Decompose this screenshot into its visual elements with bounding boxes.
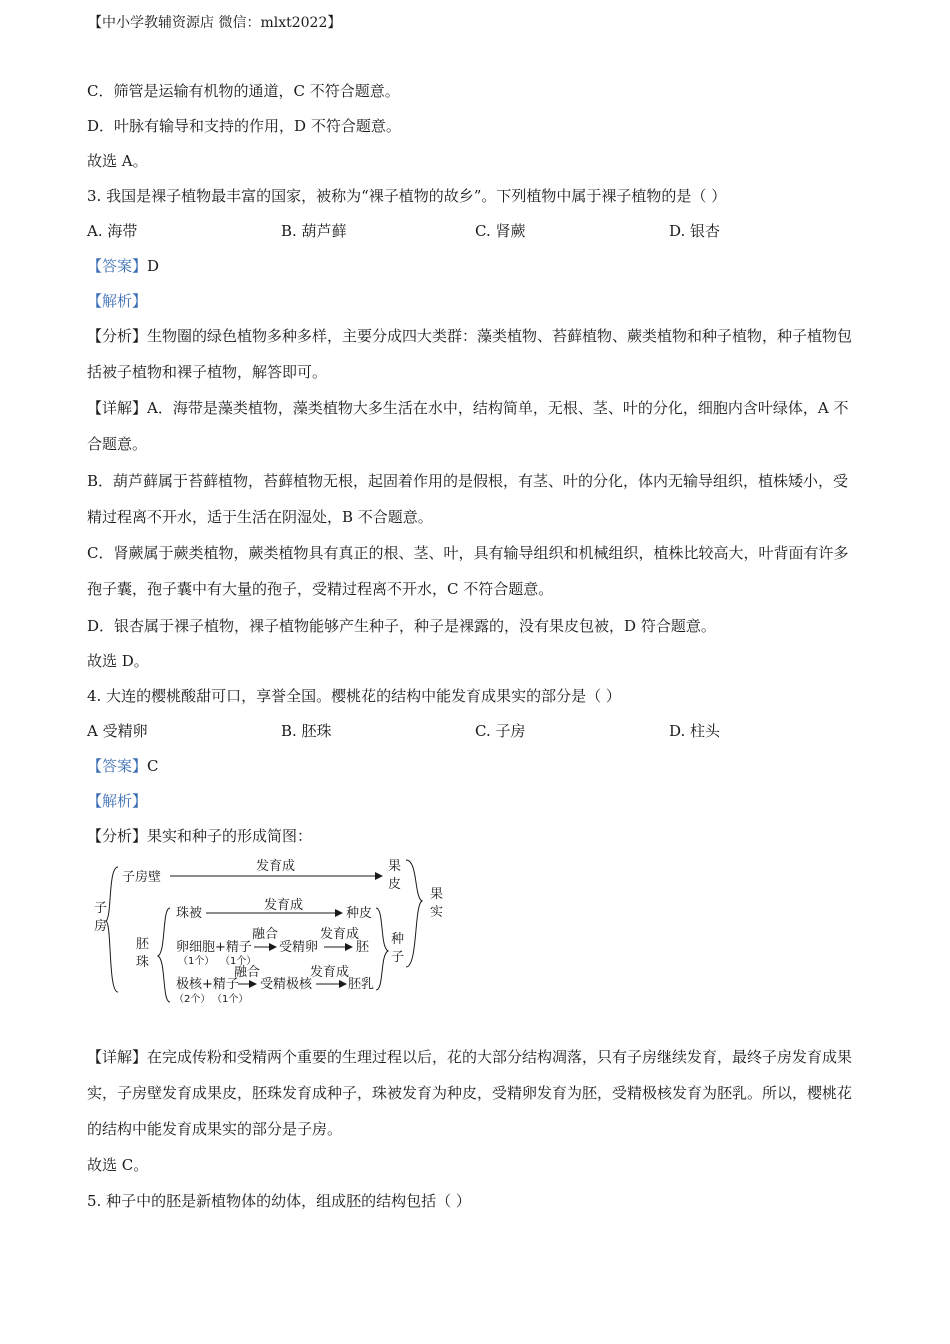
label-fayucheng-1: 发育成 <box>256 859 296 874</box>
label-zhu: 珠 <box>136 955 150 970</box>
label-shoujingjihe: 受精极核 <box>260 977 313 992</box>
answer-tag: 【答案】 <box>87 257 148 275</box>
label-zi-seed: 子 <box>391 950 405 965</box>
q4-analysis-tag: 【解析】 <box>87 792 148 810</box>
label-zhongpi: 种皮 <box>346 906 373 921</box>
q4-stem: 4. 大连的樱桃酸甜可口，享誉全国。樱桃花的结构中能发育成果实的部分是（ ） <box>87 687 621 705</box>
q4-option-b: B. 胚珠 <box>281 722 332 740</box>
label-ronghe-1: 融合 <box>252 927 279 942</box>
q3-stem: 3. 我国是裸子植物最丰富的国家，被称为“裸子植物的故乡”。下列植物中属于裸子植物的是（ ） <box>87 187 727 205</box>
q4-answer <box>87 756 159 776</box>
q4-option-d: D. 柱头 <box>669 722 721 740</box>
label-pi: 皮 <box>388 877 402 892</box>
label-fayucheng-4: 发育成 <box>310 965 350 980</box>
q4-final-answer: 故选 C。 <box>87 1156 149 1174</box>
prev-option-d-explanation: D．叶脉有输导和支持的作用，D 不符合题意。 <box>87 117 401 135</box>
q3-analysis-tag: 【解析】 <box>87 292 148 310</box>
q4-option-c: C. 子房 <box>475 722 526 740</box>
q3-explain-b: B．葫芦藓属于苔藓植物，苔藓植物无根，起固着作用的是假根，有茎、叶的分化，体内无输导组织，植株矮小，受精过程离不开水，适于生活在阴湿处，B 不合题意。 <box>87 472 849 526</box>
q3-option-d: D. 银杏 <box>669 222 721 240</box>
q4-option-a: A 受精卵 <box>87 722 148 740</box>
label-pei-result: 胚 <box>356 940 370 955</box>
label-ronghe-2: 融合 <box>234 965 261 980</box>
label-guo-shi-2: 实 <box>430 905 444 920</box>
q3-explain-c: C．肾蕨属于蕨类植物，蕨类植物具有真正的根、茎、叶，具有输导组织和机械组织，植株比较高大，叶背面有许多孢子囊，孢子囊中有大量的孢子，受精过程离不开水，C 不符合题意。 <box>87 544 849 598</box>
q4-xiangjie: 【详解】在完成传粉和受精两个重要的生理过程以后，花的大部分结构凋落，只有子房继续发育，最终子房发育成果实，子房壁发育成果皮，胚珠发育成种子，珠被发育为种皮，受精卵发育为胚，受精极核发育为胚乳。所以，樱桃花的结构中能发育成果实的部分是子房。 <box>87 1048 853 1138</box>
label-zhubei: 珠被 <box>176 906 203 921</box>
q3-option-b: B. 葫芦藓 <box>281 222 347 240</box>
label-zhong: 种 <box>391 932 405 947</box>
q5-stem: 5. 种子中的胚是新植物体的幼体，组成胚的结构包括（ ） <box>87 1192 471 1210</box>
answer-tag: 【答案】 <box>87 757 148 775</box>
q3-option-c: C. 肾蕨 <box>475 222 526 240</box>
answer-value: D <box>147 257 160 275</box>
label-luanxibao: 卵细胞+精子 <box>176 940 252 955</box>
label-fayucheng-2: 发育成 <box>264 898 304 913</box>
q4-fenxi: 【分析】果实和种子的形成简图： <box>87 827 313 845</box>
label-count-1c: （1个） <box>212 994 249 1005</box>
q3-explain-d: D．银杏属于裸子植物，裸子植物能够产生种子，种子是裸露的，没有果皮包被，D 符合题意。 <box>87 617 716 635</box>
label-fang: 房 <box>94 919 108 934</box>
prev-final-answer: 故选 A。 <box>87 152 148 170</box>
q3-answer <box>87 256 159 276</box>
answer-value: C <box>147 757 159 775</box>
label-pei: 胚 <box>136 937 150 952</box>
q3-option-a: A. 海带 <box>87 222 138 240</box>
prev-option-c-explanation: C．筛管是运输有机物的通道，C 不符合题意。 <box>87 82 400 100</box>
label-count-1b: （1个） <box>220 956 257 967</box>
label-peiru: 胚乳 <box>348 977 375 992</box>
label-fayucheng-3: 发育成 <box>320 927 360 942</box>
label-count-1a: （1个） <box>178 956 215 967</box>
label-guo: 果 <box>388 859 402 874</box>
label-count-2: （2个） <box>174 994 211 1005</box>
fruit-seed-formation-diagram <box>88 852 458 1012</box>
q3-xiangjie: 【详解】A．海带是藻类植物，藻类植物大多生活在水中，结构简单，无根、茎、叶的分化，细胞内含叶绿体，A 不合题意。 <box>87 399 849 453</box>
label-guo-shi-1: 果 <box>430 887 444 902</box>
label-shoujingluan: 受精卵 <box>279 940 319 955</box>
label-jihe: 极核+精子 <box>176 977 239 992</box>
q3-final-answer: 故选 D。 <box>87 652 149 670</box>
label-zifangbi: 子房壁 <box>122 870 162 885</box>
label-zi: 子 <box>94 901 108 916</box>
q3-fenxi: 【分析】生物圈的绿色植物多种多样，主要分成四大类群：藻类植物、苔藓植物、蕨类植物和种子植物，种子植物包括被子植物和裸子植物，解答即可。 <box>87 327 853 381</box>
page-header: 【中小学教辅资源店 微信：mlxt2022】 <box>88 15 342 31</box>
